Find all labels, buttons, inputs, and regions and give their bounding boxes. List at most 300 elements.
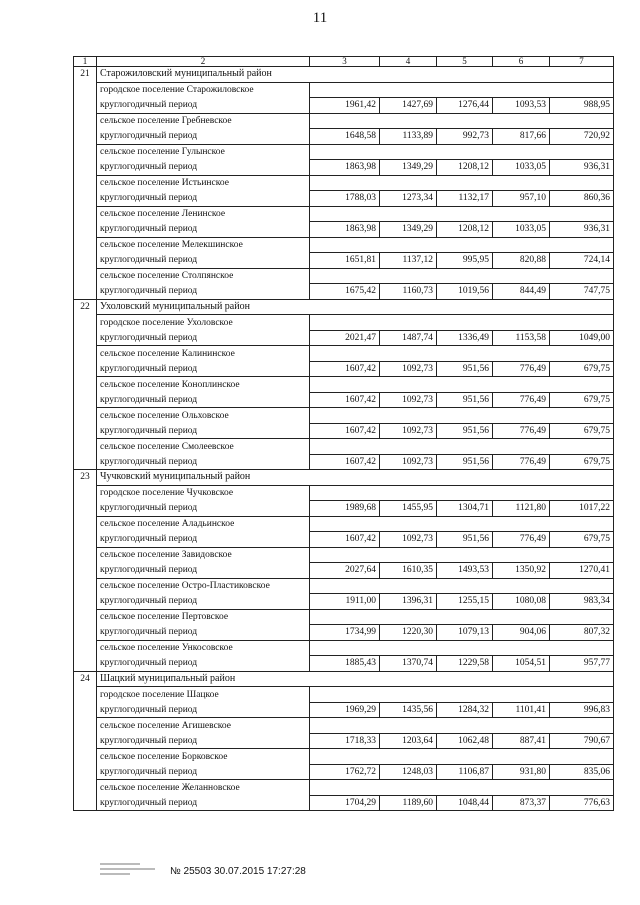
period-label: круглогодичный период (97, 454, 310, 470)
empty-cell (310, 268, 380, 284)
tariff-value: 1396,31 (380, 594, 437, 610)
district-name: Чучковский муниципальный район (97, 470, 614, 486)
tariff-value: 996,83 (550, 702, 614, 718)
tariff-value: 1734,99 (310, 625, 380, 641)
empty-cell (310, 175, 380, 191)
tariff-value: 1079,13 (437, 625, 493, 641)
settlement-name: городское поселение Шацкое (97, 687, 310, 703)
tariff-value: 1349,29 (380, 160, 437, 176)
empty-cell (493, 609, 550, 625)
tariff-value: 1160,73 (380, 284, 437, 300)
tariff-value: 995,95 (437, 253, 493, 269)
settlement-row (74, 346, 614, 362)
period-row (74, 222, 614, 238)
period-label: круглогодичный период (97, 423, 310, 439)
settlement-name: городское поселение Ухоловское (97, 315, 310, 331)
header-row (74, 57, 614, 67)
settlement-name: городское поселение Чучковское (97, 485, 310, 501)
tariff-value: 1349,29 (380, 222, 437, 238)
tariff-value: 1455,95 (380, 501, 437, 517)
settlement-name: сельское поселение Пертовское (97, 609, 310, 625)
period-row (74, 284, 614, 300)
tariff-value: 873,37 (493, 795, 550, 811)
tariff-value: 1885,43 (310, 656, 380, 672)
empty-cell (550, 315, 614, 331)
settlement-row (74, 516, 614, 532)
period-row (74, 454, 614, 470)
period-row (74, 330, 614, 346)
tariff-value: 951,56 (437, 423, 493, 439)
empty-cell (550, 346, 614, 362)
empty-cell (493, 547, 550, 563)
header-cell: 7 (550, 57, 614, 67)
tariff-value: 1248,03 (380, 764, 437, 780)
tariff-value: 992,73 (437, 129, 493, 145)
empty-cell (310, 206, 380, 222)
district-number: 23 (74, 470, 97, 672)
period-label: круглогодичный период (97, 501, 310, 517)
header-cell: 4 (380, 57, 437, 67)
tariff-table (73, 56, 614, 811)
district-row (74, 671, 614, 687)
settlement-row (74, 175, 614, 191)
tariff-value: 776,49 (493, 392, 550, 408)
empty-cell (493, 408, 550, 424)
tariff-value: 1648,58 (310, 129, 380, 145)
tariff-value: 1092,73 (380, 361, 437, 377)
settlement-name: сельское поселение Ункосовское (97, 640, 310, 656)
empty-cell (380, 144, 437, 160)
tariff-value: 1969,29 (310, 702, 380, 718)
tariff-value: 1911,00 (310, 594, 380, 610)
period-row (74, 160, 614, 176)
period-label: круглогодичный период (97, 191, 310, 207)
empty-cell (310, 780, 380, 796)
empty-cell (550, 237, 614, 253)
period-row (74, 594, 614, 610)
empty-cell (550, 609, 614, 625)
tariff-value: 1607,42 (310, 361, 380, 377)
empty-cell (550, 206, 614, 222)
tariff-value: 776,49 (493, 454, 550, 470)
tariff-value: 1019,56 (437, 284, 493, 300)
empty-cell (437, 175, 493, 191)
settlement-name: сельское поселение Смолеевское (97, 439, 310, 455)
tariff-value: 1788,03 (310, 191, 380, 207)
period-label: круглогодичный период (97, 160, 310, 176)
empty-cell (310, 144, 380, 160)
tariff-value: 776,49 (493, 532, 550, 548)
period-label: круглогодичный период (97, 764, 310, 780)
period-label: круглогодичный период (97, 795, 310, 811)
tariff-value: 1208,12 (437, 222, 493, 238)
empty-cell (310, 687, 380, 703)
empty-cell (437, 780, 493, 796)
empty-cell (437, 237, 493, 253)
tariff-value: 1718,33 (310, 733, 380, 749)
empty-cell (380, 687, 437, 703)
district-row (74, 299, 614, 315)
tariff-value: 1989,68 (310, 501, 380, 517)
settlement-row (74, 609, 614, 625)
tariff-value: 1762,72 (310, 764, 380, 780)
period-label: круглогодичный период (97, 330, 310, 346)
empty-cell (550, 749, 614, 765)
tariff-value: 2027,64 (310, 563, 380, 579)
tariff-value: 1208,12 (437, 160, 493, 176)
empty-cell (550, 578, 614, 594)
settlement-row (74, 687, 614, 703)
empty-cell (493, 687, 550, 703)
empty-cell (310, 408, 380, 424)
empty-cell (310, 485, 380, 501)
empty-cell (550, 718, 614, 734)
period-label: круглогодичный период (97, 284, 310, 300)
tariff-value: 1080,08 (493, 594, 550, 610)
empty-cell (437, 718, 493, 734)
tariff-value: 720,92 (550, 129, 614, 145)
tariff-value: 679,75 (550, 454, 614, 470)
empty-cell (437, 268, 493, 284)
period-row (74, 361, 614, 377)
empty-cell (437, 377, 493, 393)
period-row (74, 702, 614, 718)
tariff-value: 936,31 (550, 160, 614, 176)
empty-cell (550, 687, 614, 703)
empty-cell (310, 237, 380, 253)
empty-cell (437, 144, 493, 160)
tariff-value: 807,32 (550, 625, 614, 641)
tariff-value: 1101,41 (493, 702, 550, 718)
tariff-value: 776,49 (493, 361, 550, 377)
tariff-value: 724,14 (550, 253, 614, 269)
empty-cell (437, 609, 493, 625)
empty-cell (310, 315, 380, 331)
tariff-value: 1106,87 (437, 764, 493, 780)
settlement-row (74, 749, 614, 765)
period-row (74, 98, 614, 114)
settlement-name: сельское поселение Ольховское (97, 408, 310, 424)
settlement-name: сельское поселение Борковское (97, 749, 310, 765)
tariff-value: 1189,60 (380, 795, 437, 811)
tariff-value: 904,06 (493, 625, 550, 641)
empty-cell (550, 113, 614, 129)
tariff-value: 1255,15 (437, 594, 493, 610)
tariff-value: 1427,69 (380, 98, 437, 114)
tariff-value: 1336,49 (437, 330, 493, 346)
period-label: круглогодичный период (97, 563, 310, 579)
tariff-value: 1270,41 (550, 563, 614, 579)
tariff-value: 1607,42 (310, 392, 380, 408)
settlement-row (74, 439, 614, 455)
district-name: Старожиловский муниципальный район (97, 67, 614, 83)
settlement-row (74, 268, 614, 284)
tariff-value: 820,88 (493, 253, 550, 269)
period-label: круглогодичный период (97, 656, 310, 672)
tariff-value: 951,56 (437, 532, 493, 548)
period-row (74, 532, 614, 548)
tariff-value: 1092,73 (380, 392, 437, 408)
empty-cell (493, 206, 550, 222)
tariff-value: 1607,42 (310, 532, 380, 548)
empty-cell (493, 315, 550, 331)
settlement-name: сельское поселение Коноплинское (97, 377, 310, 393)
empty-cell (493, 749, 550, 765)
tariff-value: 951,56 (437, 454, 493, 470)
empty-cell (437, 408, 493, 424)
empty-cell (380, 237, 437, 253)
period-row (74, 764, 614, 780)
settlement-name: сельское поселение Аладьинское (97, 516, 310, 532)
empty-cell (437, 206, 493, 222)
empty-cell (550, 485, 614, 501)
period-row (74, 501, 614, 517)
empty-cell (380, 485, 437, 501)
tariff-value: 1048,44 (437, 795, 493, 811)
empty-cell (380, 609, 437, 625)
tariff-value: 1062,48 (437, 733, 493, 749)
settlement-name: сельское поселение Гулынское (97, 144, 310, 160)
empty-cell (437, 687, 493, 703)
tariff-value: 1092,73 (380, 423, 437, 439)
empty-cell (380, 578, 437, 594)
empty-cell (310, 749, 380, 765)
empty-cell (380, 640, 437, 656)
tariff-value: 747,75 (550, 284, 614, 300)
tariff-value: 936,31 (550, 222, 614, 238)
empty-cell (437, 82, 493, 98)
empty-cell (493, 516, 550, 532)
period-label: круглогодичный период (97, 702, 310, 718)
tariff-value: 1961,42 (310, 98, 380, 114)
settlement-name: сельское поселение Столпянское (97, 268, 310, 284)
empty-cell (437, 547, 493, 563)
district-row (74, 67, 614, 83)
tariff-value: 1863,98 (310, 160, 380, 176)
empty-cell (493, 346, 550, 362)
district-number: 24 (74, 671, 97, 811)
tariff-value: 983,34 (550, 594, 614, 610)
tariff-value: 679,75 (550, 392, 614, 408)
empty-cell (310, 113, 380, 129)
empty-cell (310, 578, 380, 594)
district-number: 22 (74, 299, 97, 470)
period-label: круглогодичный период (97, 594, 310, 610)
period-label: круглогодичный период (97, 129, 310, 145)
empty-cell (380, 377, 437, 393)
empty-cell (437, 315, 493, 331)
period-row (74, 625, 614, 641)
empty-cell (310, 346, 380, 362)
settlement-name: сельское поселение Гребневское (97, 113, 310, 129)
empty-cell (550, 175, 614, 191)
empty-cell (550, 377, 614, 393)
period-row (74, 392, 614, 408)
settlement-name: сельское поселение Калининское (97, 346, 310, 362)
empty-cell (310, 609, 380, 625)
empty-cell (493, 780, 550, 796)
header-cell: 2 (97, 57, 310, 67)
empty-cell (380, 718, 437, 734)
empty-cell (493, 175, 550, 191)
settlement-row (74, 578, 614, 594)
settlement-name: сельское поселение Истьинское (97, 175, 310, 191)
tariff-value: 860,36 (550, 191, 614, 207)
tariff-value: 1304,71 (437, 501, 493, 517)
empty-cell (310, 516, 380, 532)
header-cell: 6 (493, 57, 550, 67)
tariff-value: 1370,74 (380, 656, 437, 672)
empty-cell (380, 268, 437, 284)
empty-cell (310, 547, 380, 563)
empty-cell (437, 640, 493, 656)
empty-cell (380, 780, 437, 796)
tariff-value: 1350,92 (493, 563, 550, 579)
empty-cell (380, 82, 437, 98)
period-label: круглогодичный период (97, 361, 310, 377)
settlement-row (74, 485, 614, 501)
tariff-value: 1133,89 (380, 129, 437, 145)
tariff-value: 1607,42 (310, 423, 380, 439)
tariff-value: 1132,17 (437, 191, 493, 207)
empty-cell (550, 439, 614, 455)
tariff-value: 1121,80 (493, 501, 550, 517)
tariff-value: 835,06 (550, 764, 614, 780)
tariff-value: 1435,56 (380, 702, 437, 718)
empty-cell (493, 485, 550, 501)
empty-cell (380, 749, 437, 765)
period-row (74, 423, 614, 439)
empty-cell (310, 377, 380, 393)
tariff-value: 1651,81 (310, 253, 380, 269)
period-row (74, 191, 614, 207)
period-row (74, 129, 614, 145)
settlement-row (74, 718, 614, 734)
empty-cell (310, 640, 380, 656)
tariff-value: 1607,42 (310, 454, 380, 470)
tariff-value: 2021,47 (310, 330, 380, 346)
empty-cell (380, 113, 437, 129)
empty-cell (493, 237, 550, 253)
empty-cell (437, 346, 493, 362)
empty-cell (437, 578, 493, 594)
empty-cell (550, 82, 614, 98)
period-row (74, 656, 614, 672)
period-label: круглогодичный период (97, 222, 310, 238)
settlement-name: сельское поселение Ленинское (97, 206, 310, 222)
empty-cell (310, 82, 380, 98)
settlement-name: сельское поселение Агишевское (97, 718, 310, 734)
empty-cell (550, 144, 614, 160)
empty-cell (550, 640, 614, 656)
tariff-value: 817,66 (493, 129, 550, 145)
tariff-value: 1229,58 (437, 656, 493, 672)
empty-cell (550, 547, 614, 563)
settlement-name: городское поселение Старожиловское (97, 82, 310, 98)
tariff-value: 988,95 (550, 98, 614, 114)
tariff-value: 1092,73 (380, 532, 437, 548)
tariff-value: 1054,51 (493, 656, 550, 672)
tariff-value: 1092,73 (380, 454, 437, 470)
district-number: 21 (74, 67, 97, 300)
period-label: круглогодичный период (97, 625, 310, 641)
empty-cell (380, 516, 437, 532)
empty-cell (493, 718, 550, 734)
empty-cell (493, 377, 550, 393)
tariff-value: 1704,29 (310, 795, 380, 811)
header-cell: 5 (437, 57, 493, 67)
tariff-value: 679,75 (550, 532, 614, 548)
settlement-name: сельское поселение Желанновское (97, 780, 310, 796)
tariff-value: 1220,30 (380, 625, 437, 641)
settlement-row (74, 315, 614, 331)
tariff-value: 1017,22 (550, 501, 614, 517)
tariff-value: 1487,74 (380, 330, 437, 346)
tariff-value: 1093,53 (493, 98, 550, 114)
tariff-value: 951,56 (437, 392, 493, 408)
empty-cell (437, 113, 493, 129)
settlement-row (74, 206, 614, 222)
empty-cell (493, 82, 550, 98)
tariff-value: 1276,44 (437, 98, 493, 114)
tariff-value: 790,67 (550, 733, 614, 749)
empty-cell (493, 113, 550, 129)
tariff-value: 844,49 (493, 284, 550, 300)
tariff-value: 1863,98 (310, 222, 380, 238)
empty-cell (437, 485, 493, 501)
tariff-value: 1273,34 (380, 191, 437, 207)
empty-cell (380, 408, 437, 424)
empty-cell (380, 547, 437, 563)
empty-cell (380, 315, 437, 331)
tariff-value: 957,77 (550, 656, 614, 672)
tariff-value: 887,41 (493, 733, 550, 749)
tariff-value: 776,63 (550, 795, 614, 811)
period-row (74, 253, 614, 269)
settlement-row (74, 377, 614, 393)
settlement-row (74, 408, 614, 424)
empty-cell (437, 516, 493, 532)
registration-info: № 25503 30.07.2015 17:27:28 (170, 866, 306, 877)
empty-cell (493, 439, 550, 455)
empty-cell (550, 268, 614, 284)
tariff-value: 679,75 (550, 423, 614, 439)
tariff-value: 1675,42 (310, 284, 380, 300)
tariff-value: 1284,32 (437, 702, 493, 718)
tariff-value: 1033,05 (493, 222, 550, 238)
period-row (74, 563, 614, 579)
settlement-name: сельское поселение Остро-Пластиковское (97, 578, 310, 594)
header-cell: 3 (310, 57, 380, 67)
tariff-value: 1153,58 (493, 330, 550, 346)
empty-cell (550, 516, 614, 532)
settlement-row (74, 780, 614, 796)
settlement-row (74, 144, 614, 160)
empty-cell (437, 439, 493, 455)
settlement-row (74, 82, 614, 98)
tariff-value: 1137,12 (380, 253, 437, 269)
settlement-row (74, 547, 614, 563)
empty-cell (493, 640, 550, 656)
settlement-row (74, 113, 614, 129)
empty-cell (380, 206, 437, 222)
empty-cell (550, 408, 614, 424)
settlement-name: сельское поселение Завидовское (97, 547, 310, 563)
empty-cell (493, 144, 550, 160)
period-row (74, 733, 614, 749)
empty-cell (437, 749, 493, 765)
tariff-value: 1033,05 (493, 160, 550, 176)
